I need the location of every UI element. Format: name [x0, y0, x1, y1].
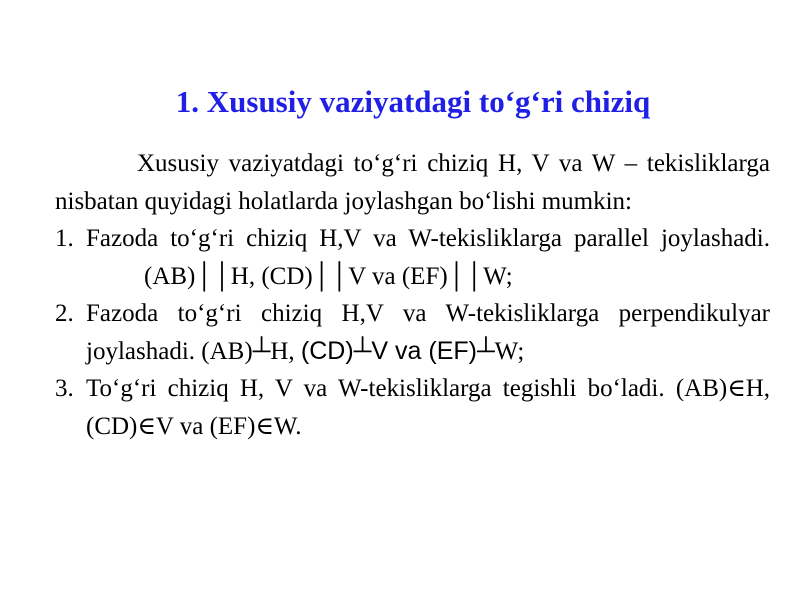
list-item-number: 2.	[55, 300, 74, 327]
list-item	[55, 295, 770, 370]
list-item-notation-c: W;	[494, 337, 525, 365]
list-item-text: To‘g‘ri chiziq H, V va W-tekisliklarga tegishli bo‘ladi.	[86, 375, 665, 402]
slide-body	[55, 145, 770, 445]
list-item-number: 1.	[55, 225, 74, 252]
numbered-list	[55, 220, 770, 445]
list-item-notation: (AB)││H, (CD)││V va (EF)││W;	[144, 262, 513, 290]
list-item-notation-b: (CD)┴V va (EF)┴	[300, 336, 495, 365]
slide-title: 1. Xususiy vaziyatdagi to‘g‘ri chiziq	[175, 84, 651, 119]
list-item-text: Fazoda to‘g‘ri chiziq H,V va W-tekisliklarga perpendikulyar joylashadi.	[86, 300, 770, 365]
list-item	[55, 370, 770, 445]
list-item-text: Fazoda to‘g‘ri chiziq H,V va W-tekisliklarga parallel joylashadi.	[86, 225, 770, 252]
list-item-notation: (AB)∈H, (CD)∈V va (EF)∈W.	[86, 375, 771, 440]
intro-paragraph: Xususiy vaziyatdagi to‘g‘ri chiziq H, V va W – tekisliklarga nisbatan quyidagi holatlarda joylashgan bo‘lishi mumkin:	[55, 150, 770, 215]
list-item	[55, 220, 770, 295]
list-item-number: 3.	[55, 375, 74, 402]
list-item-notation-a: (AB)┴H,	[201, 337, 295, 365]
